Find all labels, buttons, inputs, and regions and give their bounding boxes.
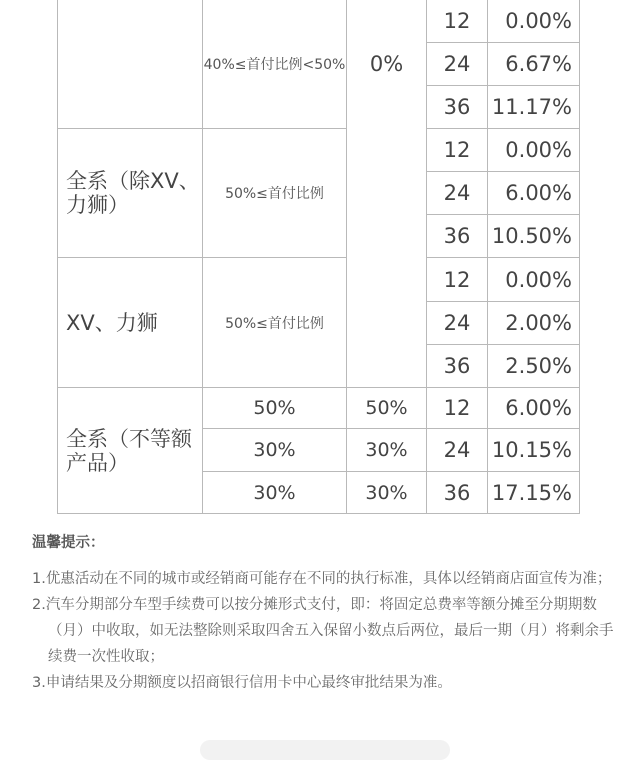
term-cell: 24 — [443, 52, 471, 76]
fee-cell: 6.00% — [505, 396, 572, 420]
rate-cell: 50% — [365, 397, 408, 419]
tips-title: 温馨提示： — [32, 535, 105, 551]
fee-cell: 17.15% — [491, 480, 572, 505]
condition-cell: 50%≤首付比例 — [225, 186, 324, 202]
tip-item: 3.申请结果及分期额度以招商银行信用卡中心最终审批结果为准。 — [32, 675, 452, 691]
term-cell: 12 — [443, 267, 471, 292]
bottom-button-partial[interactable] — [200, 740, 450, 760]
group-label: 全系（除XV、力狮） — [66, 169, 200, 217]
down-payment-cell: 30% — [253, 481, 296, 504]
term-cell: 12 — [443, 138, 471, 162]
rate-cell: 30% — [365, 481, 408, 504]
fee-cell: 11.17% — [491, 95, 572, 119]
fee-cell: 2.50% — [505, 354, 572, 378]
fee-cell: 0.00% — [505, 138, 572, 162]
rate-cell-merged: 0% — [369, 52, 404, 76]
down-payment-cell: 30% — [253, 439, 296, 461]
fee-cell: 0.00% — [505, 9, 572, 33]
term-cell: 36 — [443, 480, 471, 505]
term-cell: 12 — [443, 396, 471, 420]
condition-cell: 50%≤首付比例 — [225, 315, 324, 332]
down-payment-cell: 50% — [253, 397, 296, 419]
fee-cell: 10.50% — [491, 224, 572, 248]
term-cell: 24 — [443, 181, 471, 205]
group-label: XV、力狮 — [66, 310, 158, 335]
fee-cell: 6.00% — [505, 181, 572, 205]
term-cell: 24 — [443, 311, 471, 335]
rate-cell: 30% — [365, 439, 408, 461]
table-border-bottom — [57, 513, 580, 514]
term-cell: 12 — [443, 9, 471, 33]
condition-cell: 40%≤首付比例<50% — [203, 57, 346, 73]
fee-cell: 0.00% — [505, 267, 572, 292]
term-cell: 36 — [443, 95, 471, 119]
fee-cell: 2.00% — [505, 311, 572, 335]
term-cell: 36 — [443, 354, 471, 378]
tip-item: 1.优惠活动在不同的城市或经销商可能存在不同的执行标准，具体以经销商店面宣传为准； — [32, 571, 612, 587]
tips-section — [32, 530, 622, 696]
fee-cell: 10.15% — [491, 438, 572, 462]
fee-cell: 6.67% — [505, 52, 572, 76]
group-label: 全系（不等额产品） — [66, 426, 192, 475]
term-cell: 24 — [443, 438, 471, 462]
tip-item: 2.汽车分期部分车型手续费可以按分摊形式支付，即：将固定总费率等额分摊至分期期数（月）中收取，如无法整除则采取四舍五入保留小数点后两位，最后一期（月）将剩余手续费一次性收取； — [32, 597, 614, 665]
term-cell: 36 — [443, 224, 471, 248]
